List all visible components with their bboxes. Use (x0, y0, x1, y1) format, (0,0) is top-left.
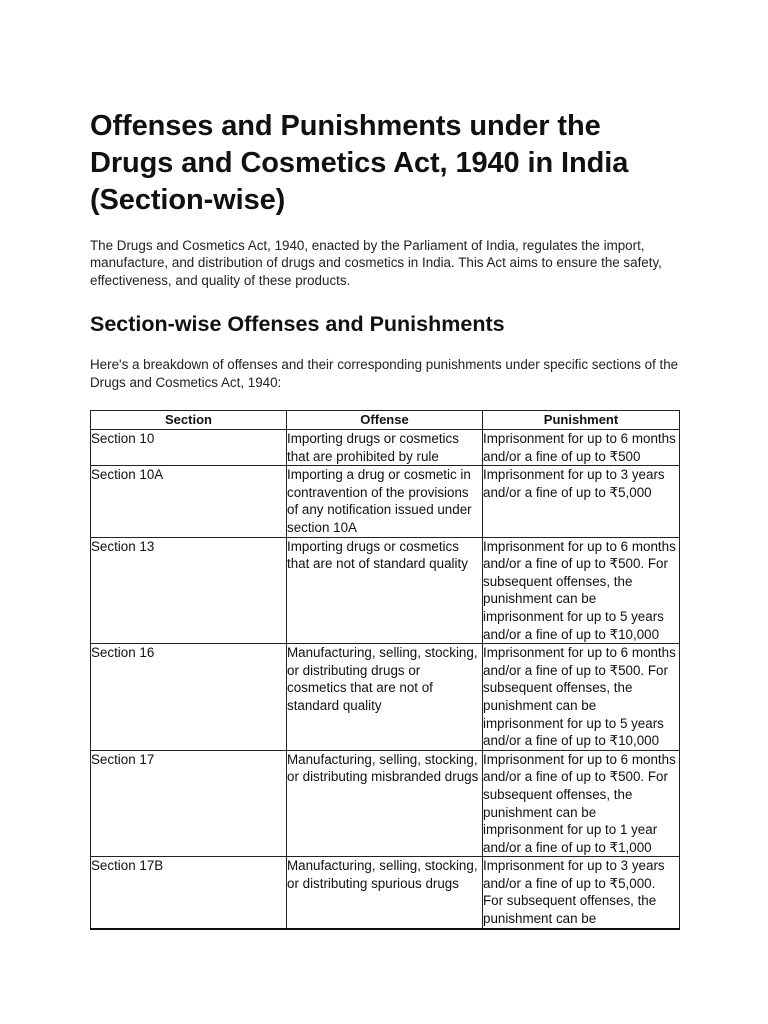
table-row (91, 750, 680, 857)
table-row (91, 466, 680, 537)
punishment-cell: Imprisonment for up to 6 months and/or a fine of up to ₹500. For subsequent offenses, the punishment can be imprisonment for up to 5 years and/or a fine of up to ₹10,000 (483, 537, 680, 644)
header-punishment: Punishment (483, 411, 680, 430)
punishment-cell: Imprisonment for up to 6 months and/or a fine of up to ₹500. For subsequent offenses, the punishment can be imprisonment for up to 5 years and/or a fine of up to ₹10,000 (483, 644, 680, 751)
table-row (91, 430, 680, 466)
offense-cell: Importing a drug or cosmetic in contravention of the provisions of any notification issued under section 10A (287, 466, 483, 537)
header-offense: Offense (287, 411, 483, 430)
section-heading: Section-wise Offenses and Punishments (90, 312, 505, 337)
offense-cell: Manufacturing, selling, stocking, or distributing misbranded drugs (287, 750, 483, 857)
intro-paragraph: The Drugs and Cosmetics Act, 1940, enacted by the Parliament of India, regulates the import, manufacture, and distribution of drugs and cosmetics in India. This Act aims to ensure the safety, effectiveness, and quality of these products. (90, 238, 662, 288)
section-cell: Section 17 (91, 750, 287, 857)
punishment-cell: Imprisonment for up to 6 months and/or a fine of up to ₹500. For subsequent offenses, the punishment can be imprisonment for up to 1 year and/or a fine of up to ₹1,000 (483, 750, 680, 857)
offense-cell: Manufacturing, selling, stocking, or distributing drugs or cosmetics that are not of standard quality (287, 644, 483, 751)
punishment-cell: Imprisonment for up to 3 years and/or a fine of up to ₹5,000. For subsequent offenses, the punishment can be (483, 857, 680, 929)
punishment-cell: Imprisonment for up to 6 months and/or a fine of up to ₹500 (483, 430, 680, 466)
section-cell: Section 13 (91, 537, 287, 644)
punishment-cell: Imprisonment for up to 3 years and/or a fine of up to ₹5,000 (483, 466, 680, 537)
table-row (91, 537, 680, 644)
section-cell: Section 17B (91, 857, 287, 929)
header-section: Section (91, 411, 287, 430)
table-row (91, 857, 680, 929)
page-title: Offenses and Punishments under the Drugs and Cosmetics Act, 1940 in India (Section-wise) (90, 110, 629, 216)
document-page (90, 108, 680, 930)
offense-cell: Importing drugs or cosmetics that are not of standard quality (287, 537, 483, 644)
table-header-row (91, 411, 680, 430)
offense-cell: Importing drugs or cosmetics that are prohibited by rule (287, 430, 483, 466)
section-cell: Section 10 (91, 430, 287, 466)
table-row (91, 644, 680, 751)
section-cell: Section 10A (91, 466, 287, 537)
offense-cell: Manufacturing, selling, stocking, or distributing spurious drugs (287, 857, 483, 929)
offenses-table (90, 410, 680, 930)
lead-paragraph: Here's a breakdown of offenses and their corresponding punishments under specific sections of the Drugs and Cosmetics Act, 1940: (90, 357, 679, 390)
section-cell: Section 16 (91, 644, 287, 751)
